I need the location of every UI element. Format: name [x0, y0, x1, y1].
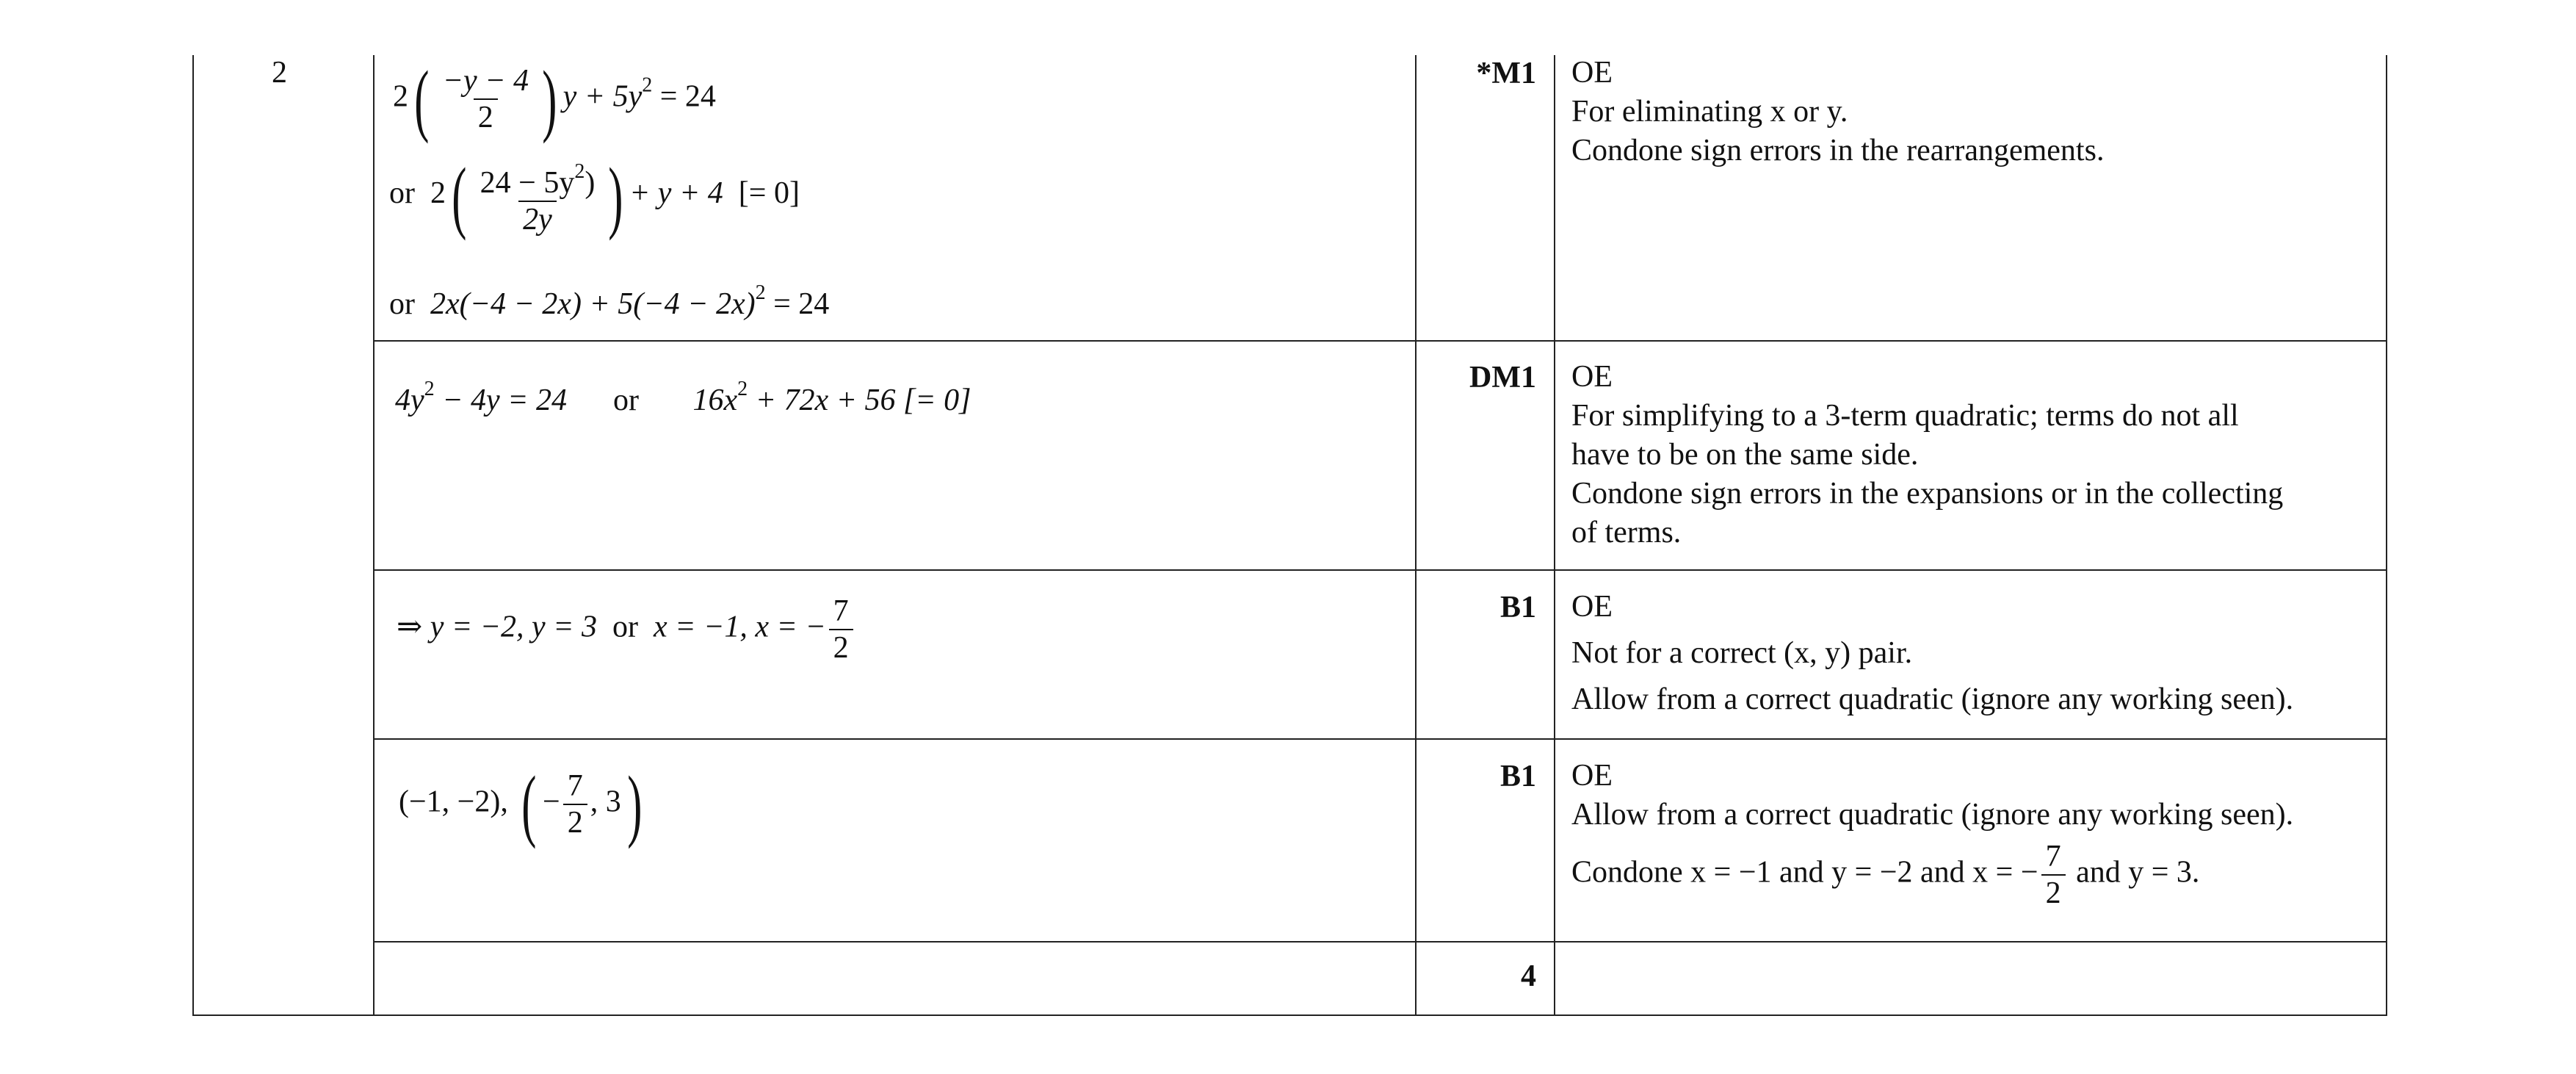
working-line-2: or 2( $\frac{24 - 5y^2)}{2y}$ ) + y + 4 [= 0]: [389, 151, 800, 241]
row-divider-1: [373, 340, 2387, 342]
working-line-1: 2( $\frac{-y - 4}{2}$ ) $y + 5y^2 = 24$: [393, 54, 716, 144]
guidance-row-1: OE For eliminating x or y. Condone sign errors in the rearrangements.: [1571, 56, 2105, 167]
table-border-right: [2386, 55, 2387, 1016]
mark-b1-first: B1: [1499, 591, 1536, 624]
total-marks: 4: [1521, 959, 1536, 993]
mark-star-m1: *M1: [1476, 57, 1536, 90]
working-line-3: or $2x(-4 - 2x) + 5(-4 - 2x)^2 = 24$: [389, 281, 830, 321]
column-divider-3: [1554, 55, 1555, 1016]
mark-dm1: DM1: [1469, 361, 1536, 394]
column-divider-2: [1415, 55, 1417, 1016]
table-border-left: [192, 55, 194, 1016]
table-border-bottom: [192, 1014, 2387, 1016]
guidance-row-3: OE Not for a correct (x, y) pair. Allow from a correct quadratic (ignore any working seen).: [1571, 590, 2294, 716]
row-divider-3: [373, 738, 2387, 740]
row-divider-4: [373, 941, 2387, 943]
working-row-3: ⇒ y = −2, y = 3 or x = −1, x = − $\frac{7}{2}$: [397, 594, 856, 666]
row-divider-2: [373, 569, 2387, 571]
working-row-2: $4y^2 - 4y = 24$ or $16x^2 + 72x + 56$ [= 0]: [395, 378, 972, 417]
guidance-row-4: OE Allow from a correct quadratic (ignore any working seen). Condone x = −1 and y = −2 and x = − $\frac{7}{2}$ and y = 3.: [1571, 759, 2294, 910]
question-number: 2: [272, 56, 287, 90]
working-row-4: (−1, −2), ( − $\frac{7}{2}$ , 3): [399, 760, 643, 849]
guidance-row-2: OE For simplifying to a 3-term quadratic; terms do not all have to be on the same side. Condone sign errors in the expansions or in the collecting of terms.: [1571, 360, 2284, 549]
mark-b1-second: B1: [1499, 760, 1536, 793]
column-divider-1: [373, 55, 375, 1016]
